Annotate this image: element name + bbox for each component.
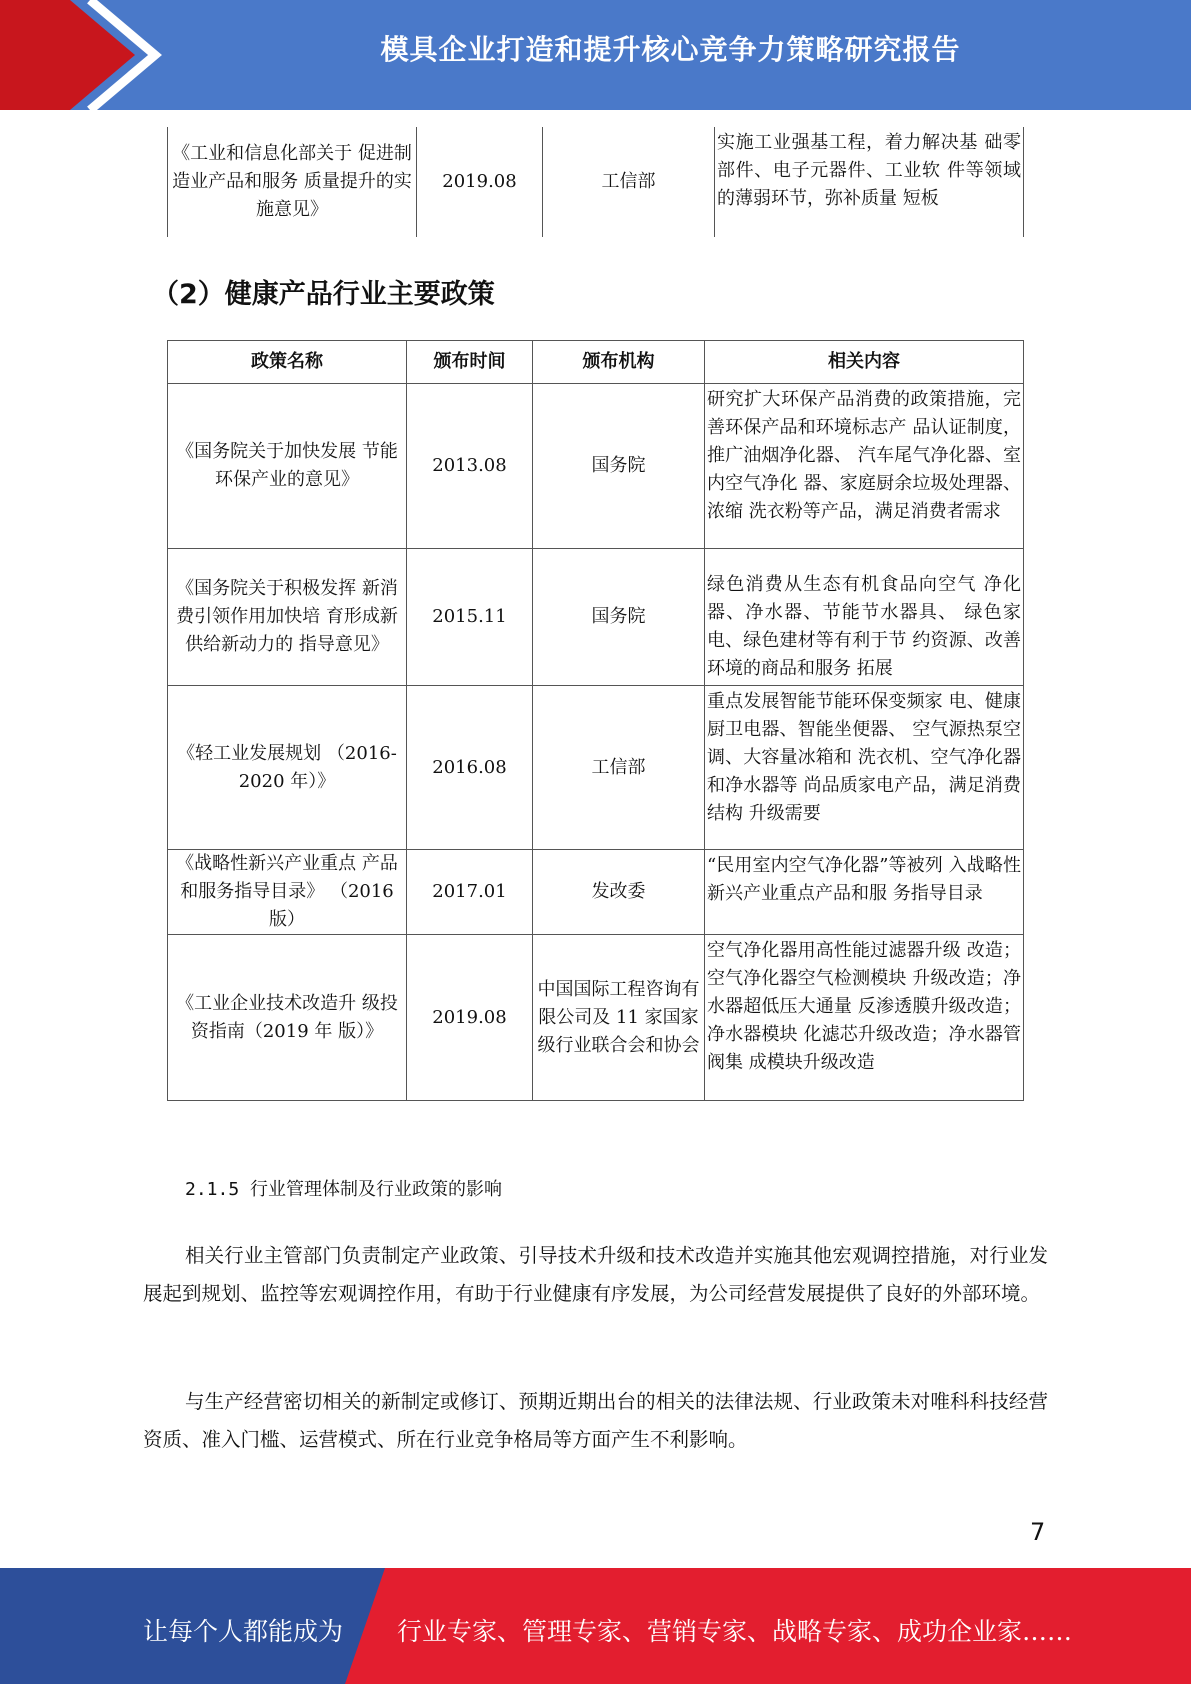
policy-name-cell: 《战略性新兴产业重点 产品和服务指导目录》 （2016 版） bbox=[168, 850, 407, 935]
policy-org-cell: 工信部 bbox=[543, 127, 715, 237]
table-row bbox=[168, 549, 1024, 686]
table-row bbox=[168, 935, 1024, 1101]
table-header-row bbox=[168, 341, 1024, 384]
policy-date-cell: 2019.08 bbox=[407, 935, 533, 1101]
body-paragraph: 相关行业主管部门负责制定产业政策、引导技术升级和技术改造并实施其他宏观调控措施，对行业发展起到规划、监控等宏观调控作用，有助于行业健康有序发展，为公司经营发展提供了良好的外部环境。 bbox=[143, 1244, 1048, 1305]
footer-slogan-right: 行业专家、管理专家、营销专家、战略专家、成功企业家…… bbox=[397, 1617, 1073, 1646]
policy-org-cell: 国务院 bbox=[533, 549, 705, 686]
table-row bbox=[168, 686, 1024, 850]
column-header-name: 政策名称 bbox=[168, 341, 407, 384]
policy-name-cell: 《轻工业发展规划 （2016-2020 年）》 bbox=[168, 686, 407, 850]
policy-content-cell: 研究扩大环保产品消费的政策措施，完善环保产品和环境标志产 品认证制度，推广油烟净化器、 汽车尾气净化器、室内空气净化 器、家庭厨余垃圾处理器、浓缩 洗衣粉等产品，满足消费者需求 bbox=[705, 384, 1024, 549]
policy-name-cell: 《工业企业技术改造升 级投资指南（2019 年 版）》 bbox=[168, 935, 407, 1101]
policy-org-cell: 发改委 bbox=[533, 850, 705, 935]
policy-org-cell: 国务院 bbox=[533, 384, 705, 549]
table-row bbox=[168, 850, 1024, 935]
policy-content-cell: 实施工业强基工程，着力解决基 础零部件、电子元器件、工业软 件等领域的薄弱环节，弥补质量 短板 bbox=[715, 127, 1024, 237]
section-title: （2）健康产品行业主要政策 bbox=[152, 279, 495, 310]
policy-date-cell: 2013.08 bbox=[407, 384, 533, 549]
footer-slogan-left: 让每个人都能成为 bbox=[143, 1617, 344, 1646]
page-number: 7 bbox=[1030, 1518, 1046, 1546]
policy-org-cell: 工信部 bbox=[533, 686, 705, 850]
policy-content-cell: 空气净化器用高性能过滤器升级 改造；空气净化器空气检测模块 升级改造；净水器超低压大通量 反渗透膜升级改造；净水器模块 化滤芯升级改造；净水器管阀集 成模块升级改造 bbox=[705, 935, 1024, 1101]
policy-date-cell: 2016.08 bbox=[407, 686, 533, 850]
table-row bbox=[168, 384, 1024, 549]
policy-date-cell: 2015.11 bbox=[407, 549, 533, 686]
policy-name-cell: 《国务院关于积极发挥 新消费引领作用加快培 育形成新供给新动力的 指导意见》 bbox=[168, 549, 407, 686]
policy-org-cell: 中国国际工程咨询有限公司及 11 家国家级行业联合会和协会 bbox=[533, 935, 705, 1101]
policy-date-cell: 2019.08 bbox=[417, 127, 543, 237]
page-footer bbox=[0, 1568, 1191, 1684]
body-paragraph: 与生产经营密切相关的新制定或修订、预期近期出台的相关的法律法规、行业政策未对唯科科技经营资质、准入门槛、运营模式、所在行业竞争格局等方面产生不利影响。 bbox=[143, 1390, 1048, 1451]
policy-content-cell: 绿色消费从生态有机食品向空气 净化器、净水器、节能节水器具、 绿色家电、绿色建材等有利于节 约资源、改善环境的商品和服务 拓展 bbox=[705, 549, 1024, 686]
page-header bbox=[0, 0, 1191, 110]
report-title: 模具企业打造和提升核心竞争力策略研究报告 bbox=[380, 33, 961, 66]
policy-content-cell: 重点发展智能节能环保变频家 电、健康厨卫电器、智能坐便器、 空气源热泵空调、大容量冰箱和 洗衣机、空气净化器和净水器等 尚品质家电产品，满足消费结构 升级需要 bbox=[705, 686, 1024, 850]
table-row bbox=[168, 127, 1024, 237]
previous-policy-table-continuation bbox=[167, 127, 1024, 237]
policy-name-cell: 《国务院关于加快发展 节能环保产业的意见》 bbox=[168, 384, 407, 549]
subsection-heading: 2.1.5 行业管理体制及行业政策的影响 bbox=[185, 1179, 503, 1200]
column-header-content: 相关内容 bbox=[705, 341, 1024, 384]
policy-name-cell: 《工业和信息化部关于 促进制造业产品和服务 质量提升的实施意见》 bbox=[168, 127, 417, 237]
column-header-date: 颁布时间 bbox=[407, 341, 533, 384]
column-header-org: 颁布机构 bbox=[533, 341, 705, 384]
policy-date-cell: 2017.01 bbox=[407, 850, 533, 935]
policy-content-cell: “民用室内空气净化器”等被列 入战略性新兴产业重点产品和服 务指导目录 bbox=[705, 850, 1024, 935]
health-products-policy-table bbox=[167, 340, 1024, 1101]
